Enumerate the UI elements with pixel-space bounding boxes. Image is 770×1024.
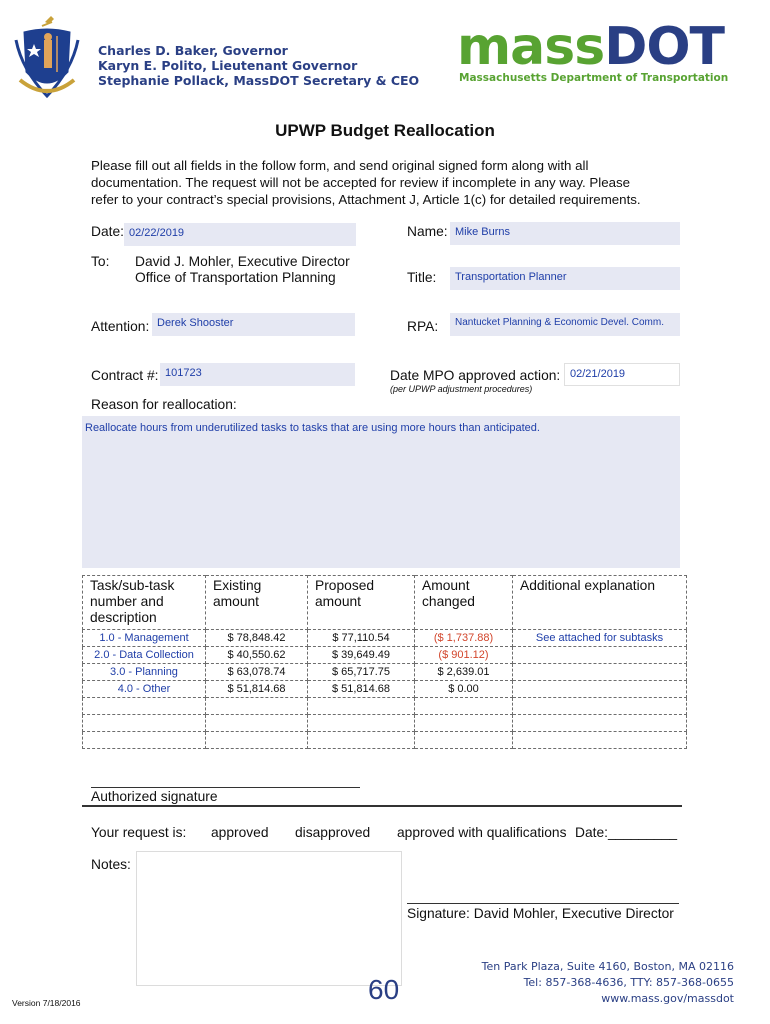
empty-cell[interactable] — [415, 732, 513, 749]
header-existing-line-1: Existing — [213, 578, 262, 593]
task-cell[interactable]: 3.0 - Planning — [83, 664, 206, 681]
explanation-cell[interactable]: See attached for subtasks — [513, 630, 687, 647]
authorized-signature-label: Authorized signature — [91, 789, 218, 804]
to-recipient-line-1: David J. Mohler, Executive Director — [135, 254, 350, 269]
empty-cell[interactable] — [513, 698, 687, 715]
lt-governor-line: Karyn E. Polito, Lieutenant Governor — [98, 58, 358, 73]
empty-cell[interactable] — [83, 715, 206, 732]
proposed-cell[interactable]: $ 65,717.75 — [308, 664, 415, 681]
name-field[interactable]: Mike Burns — [450, 222, 680, 245]
attention-label: Attention: — [91, 319, 150, 334]
date-label: Date: — [91, 224, 124, 239]
title-field[interactable]: Transportation Planner — [450, 267, 680, 290]
table-row — [83, 647, 687, 664]
director-signature-line — [407, 903, 679, 904]
footer-website[interactable]: www.mass.gov/massdot — [601, 992, 734, 1005]
name-label: Name: — [407, 224, 448, 239]
empty-cell[interactable] — [415, 698, 513, 715]
changed-cell[interactable]: $ 0.00 — [415, 681, 513, 698]
proposed-cell[interactable]: $ 51,814.68 — [308, 681, 415, 698]
table-row — [83, 664, 687, 681]
proposed-cell[interactable]: $ 77,110.54 — [308, 630, 415, 647]
empty-cell[interactable] — [206, 732, 308, 749]
attention-field[interactable]: Derek Shooster — [152, 313, 355, 336]
table-header-row — [83, 576, 687, 630]
header-existing — [206, 576, 308, 630]
header-changed-line-1: Amount — [422, 578, 470, 593]
header-changed-line-2: changed — [422, 594, 475, 609]
empty-cell[interactable] — [206, 698, 308, 715]
empty-cell[interactable] — [513, 732, 687, 749]
page-number: 60 — [368, 974, 400, 1005]
approved-option[interactable]: approved — [211, 825, 269, 840]
table-row-empty — [83, 698, 687, 715]
empty-cell[interactable] — [206, 715, 308, 732]
version-label: Version 7/18/2016 — [12, 998, 81, 1008]
header-task-line-2: number and — [90, 594, 164, 609]
mpo-note: (per UPWP adjustment procedures) — [390, 384, 533, 394]
budget-table — [82, 575, 687, 749]
changed-cell[interactable]: ($ 901.12) — [415, 647, 513, 664]
header-task — [83, 576, 206, 630]
empty-cell[interactable] — [308, 732, 415, 749]
date-field[interactable]: 02/22/2019 — [124, 223, 356, 246]
to-label: To: — [91, 254, 110, 269]
disapproved-option[interactable]: disapproved — [295, 825, 371, 840]
massachusetts-seal — [12, 10, 82, 110]
proposed-cell[interactable]: $ 39,649.49 — [308, 647, 415, 664]
intro-line-3: refer to your contract’s special provisions, Attachment J, Article 1(c) for detailed requirements. — [91, 192, 641, 207]
authorized-signature-line — [91, 787, 360, 788]
table-row — [83, 681, 687, 698]
header-proposed — [308, 576, 415, 630]
existing-cell[interactable]: $ 40,550.62 — [206, 647, 308, 664]
intro-line-1: Please fill out all fields in the follow form, and send original signed form along with all — [91, 158, 589, 173]
to-recipient-line-2: Office of Transportation Planning — [135, 270, 336, 285]
approval-date-field[interactable]: Date:_________ — [575, 825, 678, 840]
reason-label: Reason for reallocation: — [91, 397, 237, 412]
secretary-line: Stephanie Pollack, MassDOT Secretary & CEO — [98, 73, 420, 88]
notes-label: Notes: — [91, 857, 131, 872]
existing-cell[interactable]: $ 51,814.68 — [206, 681, 308, 698]
header-task-line-1: Task/sub-task — [90, 578, 175, 593]
explanation-cell[interactable] — [513, 647, 687, 664]
title-label: Title: — [407, 270, 437, 285]
request-is-label: Your request is: — [91, 825, 187, 840]
header-proposed-line-1: Proposed — [315, 578, 375, 593]
explanation-cell[interactable] — [513, 664, 687, 681]
logo-dot-text: DOT — [604, 17, 725, 77]
mpo-approved-date-field[interactable]: 02/21/2019 — [564, 363, 680, 386]
existing-cell[interactable]: $ 78,848.42 — [206, 630, 308, 647]
logo-mass-text: mass — [457, 17, 605, 77]
header-existing-line-2: amount — [213, 594, 260, 609]
empty-cell[interactable] — [415, 715, 513, 732]
empty-cell[interactable] — [308, 698, 415, 715]
task-cell[interactable]: 2.0 - Data Collection — [83, 647, 206, 664]
notes-textarea[interactable] — [136, 851, 402, 986]
intro-line-2: documentation. The request will not be accepted for review if incomplete in any way. Please — [91, 175, 631, 190]
header-proposed-line-2: amount — [315, 594, 362, 609]
governor-line: Charles D. Baker, Governor — [98, 43, 288, 58]
page-title: UPWP Budget Reallocation — [275, 121, 495, 140]
rpa-label: RPA: — [407, 319, 439, 334]
task-cell[interactable]: 4.0 - Other — [83, 681, 206, 698]
changed-cell[interactable]: $ 2,639.01 — [415, 664, 513, 681]
changed-cell[interactable]: ($ 1,737.88) — [415, 630, 513, 647]
empty-cell[interactable] — [513, 715, 687, 732]
table-row-empty — [83, 732, 687, 749]
approved-with-qualifications-option[interactable]: approved with qualifications — [397, 825, 567, 840]
empty-cell[interactable] — [83, 732, 206, 749]
director-signature-label: Signature: David Mohler, Executive Director — [407, 906, 674, 921]
header-explanation-text: Additional explanation — [520, 578, 656, 593]
section-divider — [82, 805, 682, 807]
reason-textarea[interactable] — [82, 416, 680, 568]
existing-cell[interactable]: $ 63,078.74 — [206, 664, 308, 681]
footer-phone: Tel: 857-368-4636, TTY: 857-368-0655 — [523, 976, 734, 989]
empty-cell[interactable] — [83, 698, 206, 715]
header-task-line-3: description — [90, 610, 157, 625]
explanation-cell[interactable] — [513, 681, 687, 698]
reason-text: Reallocate hours from underutilized tasks to tasks that are using more hours than anticipated. — [85, 422, 540, 434]
empty-cell[interactable] — [308, 715, 415, 732]
rpa-field[interactable]: Nantucket Planning & Economic Devel. Comm. — [450, 313, 680, 336]
header-changed — [415, 576, 513, 630]
mpo-approved-label: Date MPO approved action: — [390, 368, 561, 383]
footer-address: Ten Park Plaza, Suite 4160, Boston, MA 02116 — [481, 960, 734, 973]
contract-label: Contract #: — [91, 368, 159, 383]
contract-field[interactable]: 101723 — [160, 363, 355, 386]
massdot-logo — [457, 17, 757, 92]
logo-tagline: Massachusetts Department of Transportation — [459, 72, 729, 84]
task-cell[interactable]: 1.0 - Management — [83, 630, 206, 647]
header-explanation — [513, 576, 687, 630]
table-row-empty — [83, 715, 687, 732]
table-row — [83, 630, 687, 647]
